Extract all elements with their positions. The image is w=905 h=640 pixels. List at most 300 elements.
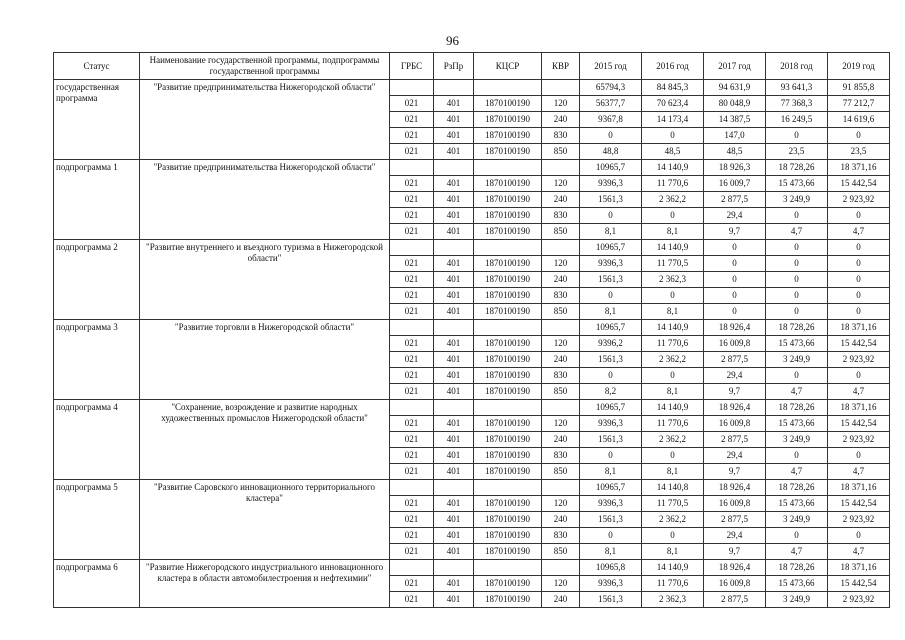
cell-2017: 16 009,8 [704,576,766,592]
table-row [54,480,890,496]
cell-2019: 0 [828,272,890,288]
cell-2017: 80 048,9 [704,96,766,112]
cell-2019: 18 371,16 [828,400,890,416]
cell-rzpr: 401 [434,384,474,400]
cell-rzpr [434,320,474,336]
cell-2018: 23,5 [766,144,828,160]
cell-kvr: 850 [542,384,580,400]
cell-kcsr [474,400,542,416]
cell-rzpr: 401 [434,112,474,128]
cell-2015: 9367,8 [580,112,642,128]
cell-grbs [390,240,434,256]
cell-2017: 29,4 [704,448,766,464]
cell-2016: 14 140,8 [642,480,704,496]
cell-2018: 15 473,66 [766,496,828,512]
cell-2015: 0 [580,528,642,544]
cell-2016: 0 [642,368,704,384]
cell-2019: 2 923,92 [828,592,890,608]
cell-2016: 0 [642,528,704,544]
cell-2017: 29,4 [704,528,766,544]
cell-2019: 4,7 [828,464,890,480]
cell-kvr: 120 [542,256,580,272]
cell-kcsr: 1870100190 [474,272,542,288]
cell-kvr: 830 [542,368,580,384]
cell-grbs: 021 [390,256,434,272]
cell-2019: 2 923,92 [828,512,890,528]
cell-kcsr [474,80,542,96]
cell-kcsr: 1870100190 [474,112,542,128]
program-name-cell: "Развитие Нижегородского индустриального инновационного кластера в области автомобилестроения и нефтехимии" [140,560,390,608]
cell-grbs: 021 [390,576,434,592]
cell-2015: 56377,7 [580,96,642,112]
cell-kvr: 120 [542,96,580,112]
cell-2016: 14 140,9 [642,320,704,336]
cell-2015: 10965,7 [580,320,642,336]
cell-grbs: 021 [390,224,434,240]
cell-kcsr: 1870100190 [474,592,542,608]
cell-2015: 1561,3 [580,432,642,448]
cell-2018: 18 728,26 [766,560,828,576]
cell-rzpr: 401 [434,176,474,192]
cell-rzpr [434,560,474,576]
cell-grbs: 021 [390,368,434,384]
cell-kvr: 830 [542,128,580,144]
cell-grbs [390,160,434,176]
cell-2016: 11 770,6 [642,576,704,592]
cell-2015: 10965,7 [580,480,642,496]
cell-rzpr: 401 [434,144,474,160]
cell-kvr: 830 [542,208,580,224]
cell-2015: 48,8 [580,144,642,160]
cell-2019: 0 [828,448,890,464]
cell-2018: 0 [766,528,828,544]
cell-2015: 1561,3 [580,592,642,608]
cell-2016: 2 362,2 [642,192,704,208]
cell-2015: 0 [580,288,642,304]
cell-2019: 15 442,54 [828,416,890,432]
cell-2018: 16 249,5 [766,112,828,128]
cell-2019: 18 371,16 [828,320,890,336]
cell-kvr: 240 [542,272,580,288]
cell-kvr [542,80,580,96]
cell-2018: 0 [766,272,828,288]
cell-rzpr: 401 [434,224,474,240]
cell-2017: 29,4 [704,208,766,224]
cell-2019: 18 371,16 [828,560,890,576]
program-name-cell: "Развитие предпринимательства Нижегородской области" [140,160,390,240]
cell-2017: 16 009,7 [704,176,766,192]
cell-2017: 2 877,5 [704,352,766,368]
cell-2019: 0 [828,288,890,304]
header-kvr: КВР [542,53,580,80]
cell-rzpr: 401 [434,208,474,224]
status-cell: подпрограмма 6 [54,560,140,608]
cell-2018: 4,7 [766,384,828,400]
cell-2015: 1561,3 [580,352,642,368]
cell-grbs [390,320,434,336]
cell-kvr [542,560,580,576]
cell-2017: 18 926,3 [704,160,766,176]
cell-2019: 77 212,7 [828,96,890,112]
cell-rzpr: 401 [434,464,474,480]
cell-rzpr [434,400,474,416]
cell-2017: 2 877,5 [704,592,766,608]
cell-2019: 18 371,16 [828,480,890,496]
cell-2019: 14 619,6 [828,112,890,128]
program-name-cell: "Развитие Саровского инновационного территориального кластера" [140,480,390,560]
cell-kvr: 850 [542,544,580,560]
cell-2017: 2 877,5 [704,192,766,208]
cell-kcsr: 1870100190 [474,368,542,384]
cell-2015: 10965,7 [580,160,642,176]
cell-2016: 0 [642,208,704,224]
cell-rzpr: 401 [434,272,474,288]
cell-2019: 0 [828,128,890,144]
cell-rzpr: 401 [434,432,474,448]
cell-2016: 0 [642,288,704,304]
cell-2016: 14 140,9 [642,560,704,576]
cell-2015: 1561,3 [580,512,642,528]
cell-rzpr [434,80,474,96]
cell-grbs: 021 [390,432,434,448]
cell-2018: 4,7 [766,224,828,240]
header-status: Статус [54,53,140,80]
cell-rzpr: 401 [434,128,474,144]
cell-2018: 3 249,9 [766,512,828,528]
table-row [54,160,890,176]
cell-2017: 16 009,8 [704,496,766,512]
cell-2018: 3 249,9 [766,192,828,208]
cell-2015: 9396,2 [580,336,642,352]
status-cell: подпрограмма 4 [54,400,140,480]
header-grbs: ГРБС [390,53,434,80]
cell-2018: 4,7 [766,464,828,480]
cell-2018: 0 [766,128,828,144]
cell-2016: 48,5 [642,144,704,160]
cell-grbs: 021 [390,592,434,608]
cell-2015: 8,1 [580,304,642,320]
header-2017: 2017 год [704,53,766,80]
cell-rzpr: 401 [434,304,474,320]
header-2018: 2018 год [766,53,828,80]
cell-grbs: 021 [390,112,434,128]
cell-kcsr: 1870100190 [474,544,542,560]
cell-2019: 15 442,54 [828,496,890,512]
cell-2017: 2 877,5 [704,432,766,448]
cell-2018: 3 249,9 [766,592,828,608]
cell-2018: 18 728,26 [766,320,828,336]
cell-2019: 4,7 [828,544,890,560]
cell-2018: 0 [766,208,828,224]
cell-2017: 16 009,8 [704,416,766,432]
cell-2015: 0 [580,128,642,144]
cell-2017: 2 877,5 [704,512,766,528]
cell-rzpr: 401 [434,544,474,560]
cell-2016: 84 845,3 [642,80,704,96]
cell-kvr: 830 [542,528,580,544]
cell-2018: 4,7 [766,544,828,560]
cell-rzpr: 401 [434,512,474,528]
cell-kvr: 830 [542,288,580,304]
cell-2015: 8,2 [580,384,642,400]
cell-2016: 2 362,3 [642,592,704,608]
cell-grbs: 021 [390,352,434,368]
cell-grbs: 021 [390,272,434,288]
cell-2019: 15 442,54 [828,176,890,192]
cell-grbs: 021 [390,416,434,432]
cell-kcsr: 1870100190 [474,432,542,448]
cell-2018: 3 249,9 [766,352,828,368]
cell-2016: 14 140,9 [642,160,704,176]
cell-kcsr: 1870100190 [474,224,542,240]
cell-rzpr [434,160,474,176]
cell-2019: 2 923,92 [828,432,890,448]
cell-rzpr [434,480,474,496]
cell-2017: 18 926,4 [704,480,766,496]
cell-2015: 9396,3 [580,496,642,512]
cell-2017: 0 [704,288,766,304]
header-name: Наименование государственной программы, подпрограммы государственной программы [140,53,390,80]
cell-2018: 15 473,66 [766,336,828,352]
status-cell: подпрограмма 3 [54,320,140,400]
status-cell: подпрограмма 2 [54,240,140,320]
cell-kvr: 240 [542,432,580,448]
cell-2015: 9396,3 [580,416,642,432]
header-2015: 2015 год [580,53,642,80]
table-row [54,560,890,576]
program-name-cell: "Сохранение, возрождение и развитие народных художественных промыслов Нижегородской области" [140,400,390,480]
cell-kcsr: 1870100190 [474,96,542,112]
cell-kcsr: 1870100190 [474,288,542,304]
cell-2015: 1561,3 [580,272,642,288]
cell-grbs: 021 [390,288,434,304]
table-body [54,80,890,608]
cell-grbs: 021 [390,192,434,208]
cell-kvr [542,160,580,176]
cell-grbs: 021 [390,384,434,400]
cell-2018: 77 368,3 [766,96,828,112]
cell-kvr: 120 [542,336,580,352]
cell-grbs: 021 [390,512,434,528]
cell-2018: 0 [766,288,828,304]
header-kcsr: КЦСР [474,53,542,80]
cell-2016: 8,1 [642,544,704,560]
cell-2017: 14 387,5 [704,112,766,128]
cell-2019: 2 923,92 [828,192,890,208]
cell-kcsr [474,160,542,176]
cell-2018: 0 [766,304,828,320]
cell-kvr: 240 [542,192,580,208]
cell-2019: 0 [828,208,890,224]
header-2019: 2019 год [828,53,890,80]
cell-kcsr: 1870100190 [474,576,542,592]
cell-kvr: 120 [542,576,580,592]
cell-2015: 65794,3 [580,80,642,96]
cell-kcsr: 1870100190 [474,144,542,160]
cell-2017: 9,7 [704,544,766,560]
cell-2019: 2 923,92 [828,352,890,368]
cell-2015: 0 [580,448,642,464]
cell-2019: 15 442,54 [828,576,890,592]
cell-2018: 18 728,26 [766,160,828,176]
table-row [54,240,890,256]
budget-table [53,52,890,608]
cell-rzpr [434,240,474,256]
cell-2018: 18 728,26 [766,480,828,496]
cell-kcsr: 1870100190 [474,528,542,544]
cell-rzpr: 401 [434,592,474,608]
cell-kvr: 240 [542,592,580,608]
cell-kvr: 850 [542,464,580,480]
cell-grbs: 021 [390,96,434,112]
cell-rzpr: 401 [434,368,474,384]
cell-rzpr: 401 [434,192,474,208]
cell-2019: 91 855,8 [828,80,890,96]
cell-kcsr: 1870100190 [474,352,542,368]
cell-2018: 3 249,9 [766,432,828,448]
cell-kvr: 850 [542,224,580,240]
cell-grbs [390,480,434,496]
cell-kvr: 240 [542,112,580,128]
cell-2015: 0 [580,368,642,384]
table-row [54,400,890,416]
cell-grbs: 021 [390,336,434,352]
cell-2019: 0 [828,528,890,544]
cell-2016: 2 362,2 [642,512,704,528]
program-name-cell: "Развитие предпринимательства Нижегородской области" [140,80,390,160]
cell-kvr [542,400,580,416]
cell-2016: 2 362,2 [642,352,704,368]
cell-2015: 8,1 [580,544,642,560]
cell-2015: 9396,3 [580,256,642,272]
cell-grbs: 021 [390,304,434,320]
cell-2016: 0 [642,128,704,144]
cell-2018: 0 [766,240,828,256]
cell-rzpr: 401 [434,288,474,304]
cell-2015: 1561,3 [580,192,642,208]
cell-2016: 2 362,3 [642,272,704,288]
cell-2018: 0 [766,368,828,384]
cell-grbs [390,80,434,96]
cell-2017: 48,5 [704,144,766,160]
cell-kvr: 850 [542,304,580,320]
cell-rzpr: 401 [434,336,474,352]
cell-2017: 29,4 [704,368,766,384]
cell-2017: 9,7 [704,384,766,400]
cell-rzpr: 401 [434,528,474,544]
cell-2018: 93 641,3 [766,80,828,96]
cell-kvr [542,240,580,256]
cell-kcsr: 1870100190 [474,128,542,144]
cell-2019: 4,7 [828,224,890,240]
cell-2016: 11 770,6 [642,336,704,352]
cell-kcsr [474,480,542,496]
cell-2016: 11 770,6 [642,416,704,432]
cell-grbs [390,560,434,576]
cell-2017: 16 009,8 [704,336,766,352]
cell-2015: 10965,8 [580,560,642,576]
cell-2017: 0 [704,272,766,288]
cell-grbs: 021 [390,176,434,192]
cell-kcsr: 1870100190 [474,256,542,272]
cell-2016: 14 140,9 [642,400,704,416]
cell-2016: 11 770,5 [642,256,704,272]
cell-kvr: 120 [542,176,580,192]
cell-kvr: 830 [542,448,580,464]
cell-2017: 94 631,9 [704,80,766,96]
header-2016: 2016 год [642,53,704,80]
cell-kcsr [474,560,542,576]
cell-2018: 15 473,66 [766,176,828,192]
cell-kcsr: 1870100190 [474,464,542,480]
cell-2015: 10965,7 [580,400,642,416]
cell-2018: 18 728,26 [766,400,828,416]
cell-kcsr [474,240,542,256]
cell-2019: 0 [828,368,890,384]
cell-kcsr [474,320,542,336]
cell-2016: 2 362,2 [642,432,704,448]
cell-2017: 0 [704,304,766,320]
cell-2016: 11 770,6 [642,176,704,192]
cell-rzpr: 401 [434,496,474,512]
cell-2015: 0 [580,208,642,224]
cell-2017: 147,0 [704,128,766,144]
cell-kvr [542,320,580,336]
cell-2018: 15 473,66 [766,576,828,592]
cell-2018: 0 [766,256,828,272]
cell-grbs: 021 [390,448,434,464]
cell-kvr: 240 [542,512,580,528]
cell-kcsr: 1870100190 [474,208,542,224]
cell-2015: 9396,3 [580,576,642,592]
cell-kvr: 240 [542,352,580,368]
cell-2016: 8,1 [642,224,704,240]
cell-grbs: 021 [390,464,434,480]
cell-2016: 70 623,4 [642,96,704,112]
cell-2017: 0 [704,256,766,272]
cell-2018: 0 [766,448,828,464]
status-cell: государственная программа [54,80,140,160]
cell-kcsr: 1870100190 [474,192,542,208]
cell-2017: 0 [704,240,766,256]
cell-kcsr: 1870100190 [474,304,542,320]
cell-rzpr: 401 [434,576,474,592]
cell-rzpr: 401 [434,96,474,112]
cell-2019: 0 [828,240,890,256]
cell-2019: 23,5 [828,144,890,160]
cell-kcsr: 1870100190 [474,448,542,464]
cell-2019: 4,7 [828,384,890,400]
page-number: 96 [446,33,459,48]
cell-2018: 15 473,66 [766,416,828,432]
cell-2019: 15 442,54 [828,336,890,352]
cell-grbs [390,400,434,416]
cell-kvr [542,480,580,496]
cell-2017: 9,7 [704,224,766,240]
cell-2019: 0 [828,256,890,272]
cell-2017: 18 926,4 [704,560,766,576]
cell-2019: 0 [828,304,890,320]
program-name-cell: "Развитие торговли в Нижегородской области" [140,320,390,400]
cell-2016: 11 770,5 [642,496,704,512]
cell-2017: 9,7 [704,464,766,480]
cell-kcsr: 1870100190 [474,496,542,512]
header-rzpr: РзПр [434,53,474,80]
cell-kcsr: 1870100190 [474,176,542,192]
cell-2015: 8,1 [580,464,642,480]
cell-kcsr: 1870100190 [474,416,542,432]
cell-2015: 9396,3 [580,176,642,192]
